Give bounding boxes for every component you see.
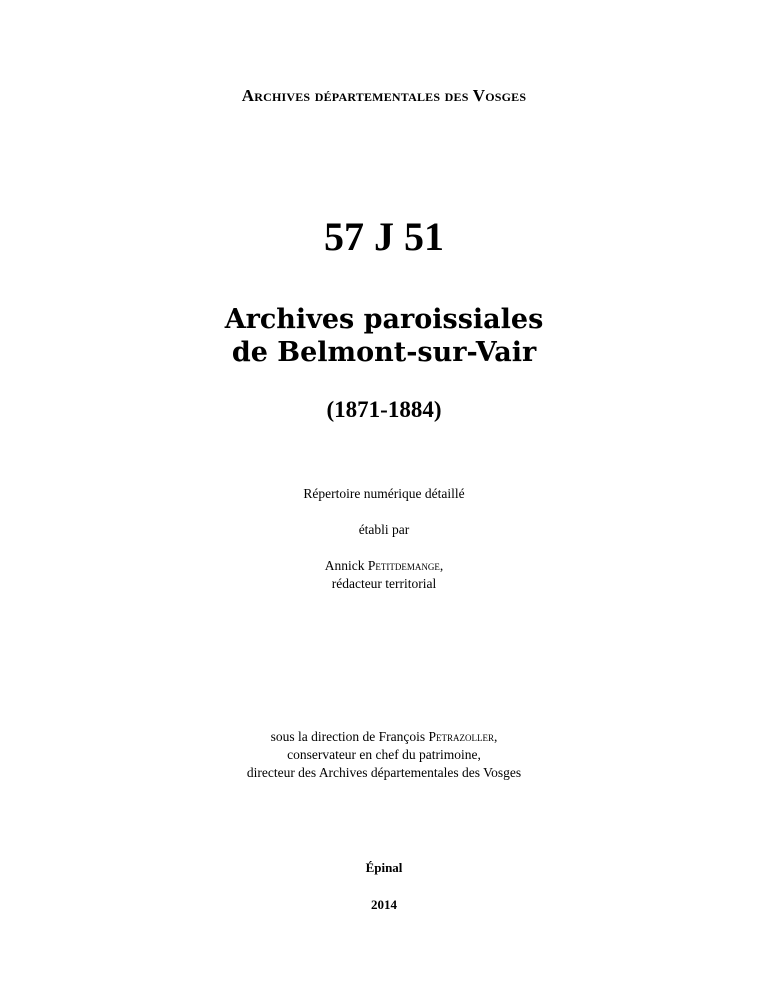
direction-prefix: sous la direction de François	[270, 729, 429, 744]
direction-line-3: directeur des Archives départementales des Vosges	[246, 765, 522, 780]
author-last-name: Petitdemange	[367, 558, 440, 573]
direction-block	[0, 728, 768, 782]
publication-place: Épinal	[365, 860, 403, 875]
etabli-par: établi par	[358, 522, 410, 537]
author-block	[0, 557, 768, 593]
direction-line-1	[0, 728, 768, 746]
archive-cote: 57 J 51	[324, 214, 444, 259]
repertoire-type: Répertoire numérique détaillé	[303, 486, 465, 501]
institution-header: Archives départementales des Vosges	[241, 86, 527, 105]
director-last-name: Petrazoller	[428, 729, 494, 744]
title-line-1: Archives paroissiales	[224, 304, 544, 335]
direction-line-2: conservateur en chef du patrimoine,	[287, 747, 481, 762]
document-title	[0, 303, 768, 369]
publication-year: 2014	[371, 897, 397, 912]
author-role: rédacteur territorial	[331, 576, 437, 591]
author-first-name: Annick	[324, 558, 368, 573]
author-name	[0, 557, 768, 575]
title-line-2: de Belmont-sur-Vair	[231, 337, 537, 368]
author-suffix: ,	[439, 558, 444, 573]
direction-suffix: ,	[493, 729, 498, 744]
date-range: (1871-1884)	[326, 397, 442, 422]
